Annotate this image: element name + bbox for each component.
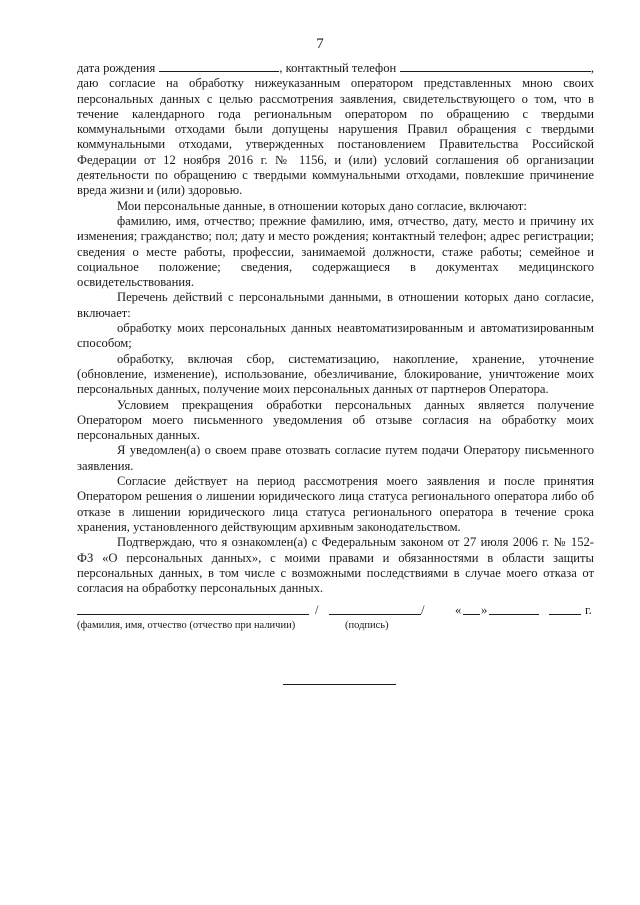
actions-item-1: обработку моих персональных данных неавтоматизированным и автоматизированным способом;: [77, 321, 594, 351]
phone-label: , контактный телефон: [279, 61, 397, 75]
confirmation-paragraph: Подтверждаю, что я ознакомлен(а) с Федеральным законом от 27 июля 2006 г. № 152-ФЗ «О персональных данных», с моими правами и обязанностями в области защиты персональных данных, в том числе с возможными последствиями в случае моего отказа от согласия на обработку персональных данных.: [77, 535, 594, 596]
name-caption: (фамилия, имя, отчество (отчество при наличии): [77, 620, 296, 631]
consent-body: [77, 60, 594, 596]
data-list-intro: Мои персональные данные, в отношении которых дано согласие, включают:: [117, 198, 527, 213]
end-divider: [283, 684, 396, 685]
name-blank: [77, 603, 309, 615]
signature-blank: [329, 603, 421, 615]
birth-phone-line: [77, 60, 594, 76]
page-number: 7: [316, 36, 324, 52]
actions-item-2: обработку, включая сбор, систематизацию, накопление, хранение, уточнение (обновление, изменение), использование, обезличивание, блокирование, уничтожение моих персональных данных, получение моих персональных данных от партнеров Оператора.: [77, 351, 594, 397]
signature-caption: (подпись): [345, 620, 389, 631]
termination-paragraph: Условием прекращения обработки персональных данных является получение Оператором моего письменного уведомления об отзыве согласия на обработку моих персональных данных.: [77, 397, 594, 443]
slash-separator-2: /: [421, 603, 425, 617]
date-close-quote: »: [481, 603, 488, 617]
birth-date-label: дата рождения: [77, 61, 156, 75]
month-blank: [489, 603, 539, 615]
signature-row: [77, 600, 594, 618]
day-blank: [463, 603, 480, 615]
consent-paragraph: даю согласие на обработку нижеуказанным оператором представленных мною своих персональных данных с целью рассмотрения заявления, свидетельствующего о том, что в течение календарного года региональным оператором по обращению с твердыми коммунальными отходами были допущены нарушения Правил обращения с твердыми коммунальными отходами, утвержденных постановлением Правительства Российской Федерации от 12 ноября 2016 г. № 1156, и (или) условий соглашения об организации деятельности по обращению с твердыми коммунальными отходами, повлекшие причинение вреда жизни и (или) здоровью.: [77, 76, 594, 198]
data-list-paragraph: фамилию, имя, отчество; прежние фамилию, имя, отчество, дату, место и причину их изменения; гражданство; пол; дату и место рождения; контактный телефон; адрес регистрации; сведения о месте работы, профессии, занимаемой должности, стаже работы; семейное и социальное положение; сведения, содержащиеся в документах медицинского освидетельствования.: [77, 213, 594, 290]
slash-separator-1: /: [315, 603, 319, 617]
birth-date-blank: [159, 60, 279, 72]
date-open-quote: «: [455, 603, 462, 617]
signature-block: [77, 600, 594, 632]
year-blank: [549, 603, 581, 615]
withdrawal-paragraph: Я уведомлен(а) о своем праве отозвать согласие путем подачи Оператору письменного заявления.: [77, 443, 594, 473]
validity-paragraph: Согласие действует на период рассмотрения моего заявления и после принятия Оператором решения о лишении юридического лица статуса регионального оператора либо об отказе в лишении юридического лица статуса регионального оператора в течение срока хранения, установленного действующим архивным законодательством.: [77, 474, 594, 534]
actions-intro: Перечень действий с персональными данными, в отношении которых дано согласие, включает:: [77, 290, 594, 320]
year-suffix: г.: [585, 603, 592, 617]
phone-blank: [400, 60, 591, 72]
line-end-comma: ,: [590, 61, 594, 75]
signature-captions: [77, 618, 594, 632]
